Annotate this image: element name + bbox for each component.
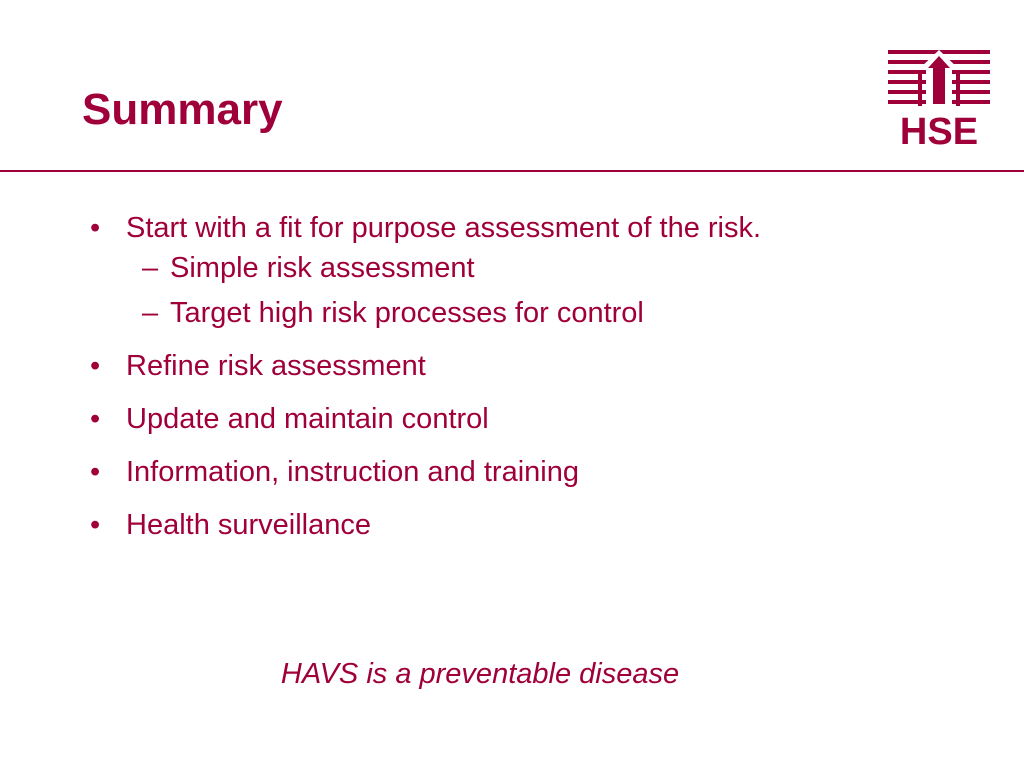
svg-text:HSE: HSE [899, 111, 979, 146]
bullet-item [90, 401, 850, 437]
bullet-text: Update and maintain control [126, 403, 489, 435]
tagline: HAVS is a preventable disease [280, 658, 680, 690]
sub-bullet-list [126, 250, 850, 331]
sub-bullet-item [126, 295, 850, 331]
bullet-list [90, 210, 850, 560]
bullet-icon: • [90, 509, 101, 541]
bullet-icon: • [90, 212, 101, 244]
dash-icon: – [142, 297, 159, 329]
bullet-item [90, 210, 850, 331]
bullet-text: Information, instruction and training [126, 456, 579, 488]
bullet-item [90, 507, 850, 543]
bullet-text: Health surveillance [126, 509, 372, 541]
bullet-item [90, 348, 850, 384]
sub-bullet-text: Target high risk processes for control [170, 297, 644, 329]
bullet-icon: • [90, 350, 101, 382]
title-divider [0, 170, 1024, 172]
slide-title: Summary [82, 85, 283, 134]
dash-icon: – [142, 252, 159, 284]
bullet-icon: • [90, 403, 101, 435]
bullet-text: Refine risk assessment [126, 350, 426, 382]
sub-bullet-text: Simple risk assessment [170, 252, 475, 284]
bullet-item [90, 454, 850, 490]
bullet-icon: • [90, 456, 101, 488]
sub-bullet-item [126, 250, 850, 286]
bullet-text: Start with a fit for purpose assessment of the risk. [126, 212, 762, 244]
hse-logo [888, 48, 990, 146]
